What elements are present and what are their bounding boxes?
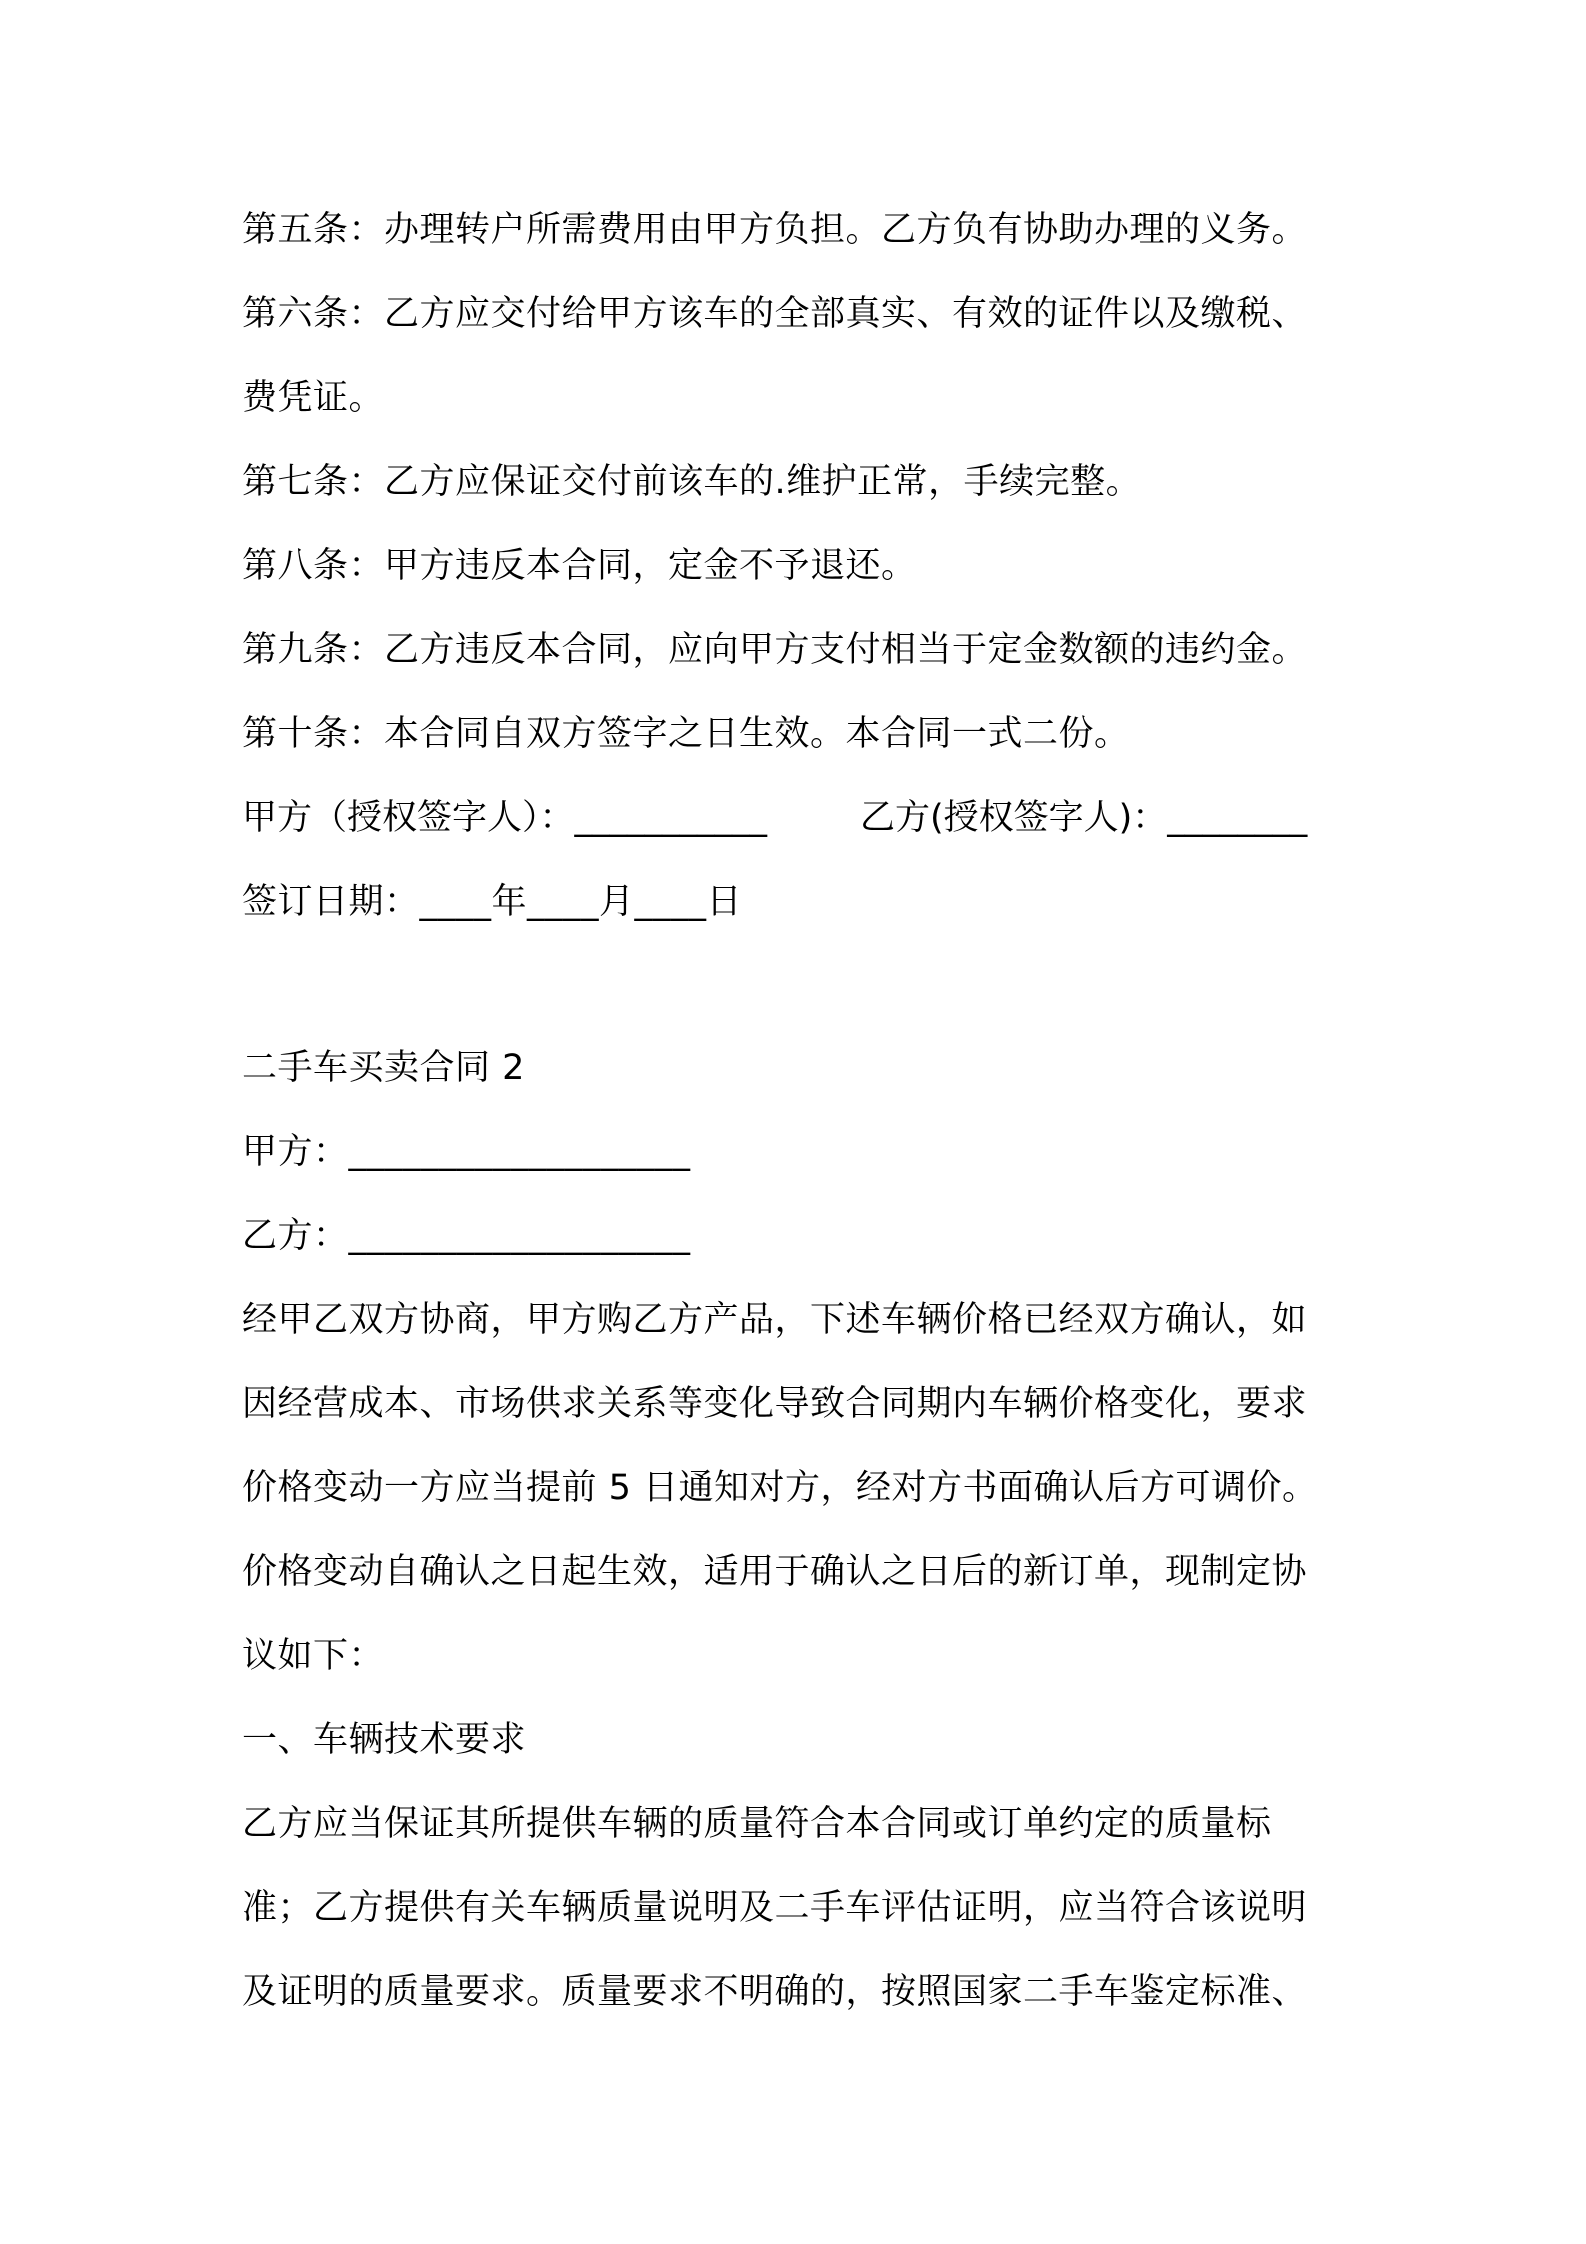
article-5: 第五条：办理转户所需费用由甲方负担。乙方负有协助办理的义务。 — [242, 210, 1308, 250]
article-6-line-2: 费凭证。 — [242, 378, 385, 418]
preamble-line-3: 价格变动一方应当提前 5 日通知对方，经对方书面确认后方可调价。 — [242, 1468, 1318, 1508]
contract-2-title: 二手车买卖合同 2 — [242, 1048, 525, 1088]
article-7: 第七条：乙方应保证交付前该车的.维护正常，手续完整。 — [242, 462, 1142, 502]
article-9: 第九条：乙方违反本合同，应向甲方支付相当于定金数额的违约金。 — [242, 630, 1308, 670]
section-1-heading: 一、车辆技术要求 — [242, 1720, 527, 1760]
preamble-line-5: 议如下： — [242, 1636, 385, 1676]
article-6-line-1: 第六条：乙方应交付给甲方该车的全部真实、有效的证件以及缴税、 — [242, 294, 1308, 334]
signature-party-a: 甲方（授权签字人）：___________ — [242, 798, 768, 838]
signature-party-b: 乙方(授权签字人)：________ — [860, 798, 1308, 838]
article-10: 第十条：本合同自双方签字之日生效。本合同一式二份。 — [242, 714, 1130, 754]
section-1-line-2: 准；乙方提供有关车辆质量说明及二手车评估证明，应当符合该说明 — [242, 1888, 1308, 1928]
preamble-line-1: 经甲乙双方协商，甲方购乙方产品，下述车辆价格已经双方确认，如 — [242, 1300, 1308, 1340]
contract-2-party-b: 乙方：___________________ — [242, 1216, 691, 1256]
section-1-line-1: 乙方应当保证其所提供车辆的质量符合本合同或订单约定的质量标 — [242, 1804, 1272, 1844]
preamble-line-4: 价格变动自确认之日起生效，适用于确认之日后的新订单，现制定协 — [242, 1552, 1308, 1592]
section-1-line-3: 及证明的质量要求。质量要求不明确的，按照国家二手车鉴定标准、 — [242, 1972, 1308, 2012]
article-8: 第八条：甲方违反本合同，定金不予退还。 — [242, 546, 917, 586]
signing-date: 签订日期：____年____月____日 — [242, 882, 743, 922]
contract-2-party-a: 甲方：___________________ — [242, 1132, 691, 1172]
preamble-line-2: 因经营成本、市场供求关系等变化导致合同期内车辆价格变化，要求 — [242, 1384, 1308, 1424]
